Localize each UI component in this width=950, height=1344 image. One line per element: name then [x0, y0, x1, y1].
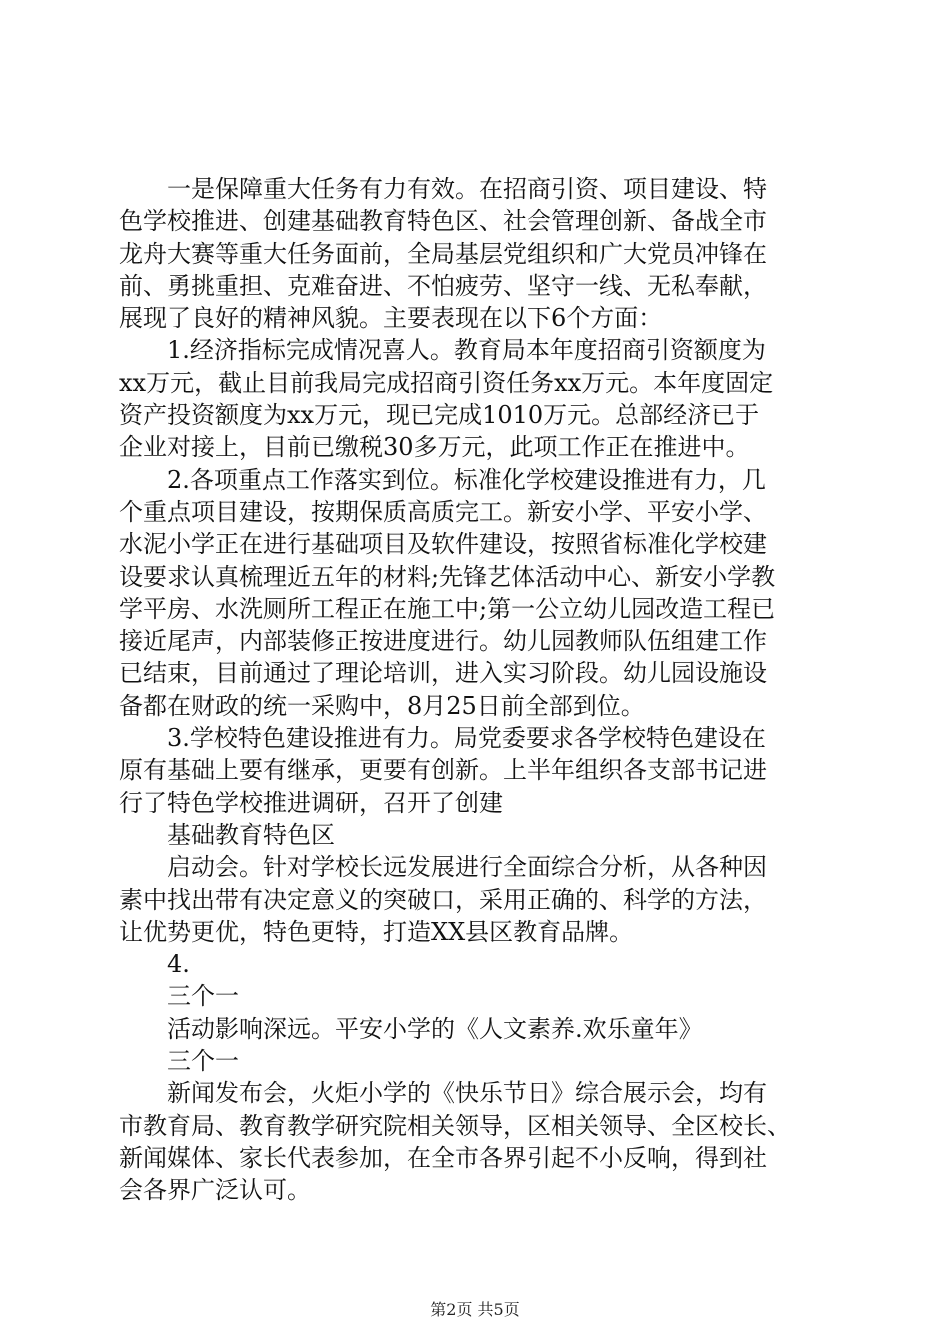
text-line: 接近尾声，内部装修正按进度进行。幼儿园教师队伍组建工作	[119, 627, 767, 656]
text-line: 让优势更优，特色更特，打造XX县区教育品牌。	[119, 917, 634, 946]
text-line: 三个一	[119, 1047, 239, 1076]
text-line: xx万元，截止目前我局完成招商引资任务xx万元。本年度固定	[119, 368, 774, 397]
text-line: 水泥小学正在进行基础项目及软件建设，按照省标准化学校建	[119, 530, 767, 559]
text-line: 市教育局、教育教学研究院相关领导，区相关领导、全区校长、	[119, 1111, 791, 1140]
text-line: 新闻发布会，火炬小学的《快乐节日》综合展示会，均有	[119, 1079, 767, 1108]
text-line: 新闻媒体、家长代表参加，在全市各界引起不小反响，得到社	[119, 1143, 767, 1172]
text-line: 设要求认真梳理近五年的材料;先锋艺体活动中心、新安小学教	[119, 562, 776, 591]
text-line: 个重点项目建设，按期保质高质完工。新安小学、平安小学、	[119, 497, 767, 526]
text-line: 基础教育特色区	[119, 820, 335, 849]
text-line: 三个一	[119, 982, 239, 1011]
text-line: 资产投资额度为xx万元，现已完成1010万元。总部经济已于	[119, 401, 760, 430]
page-number-footer: 第2页 共5页	[430, 1300, 520, 1319]
document-body	[119, 173, 839, 1207]
text-line: 原有基础上要有继承，更要有创新。上半年组织各支部书记进	[119, 756, 767, 785]
text-line: 龙舟大赛等重大任务面前，全局基层党组织和广大党员冲锋在	[119, 239, 767, 268]
text-line: 启动会。针对学校长远发展进行全面综合分析，从各种因	[119, 853, 767, 882]
text-line: 色学校推进、创建基础教育特色区、社会管理创新、备战全市	[119, 207, 767, 236]
text-line: 会各界广泛认可。	[119, 1176, 311, 1205]
text-line: 4.	[119, 950, 190, 979]
text-line: 已结束，目前通过了理论培训，进入实习阶段。幼儿园设施设	[119, 659, 767, 688]
text-line: 企业对接上，目前已缴税30多万元，此项工作正在推进中。	[119, 433, 750, 462]
text-line: 备都在财政的统一采购中，8月25日前全部到位。	[119, 691, 645, 720]
text-line: 3.学校特色建设推进有力。局党委要求各学校特色建设在	[119, 724, 766, 753]
text-line: 行了特色学校推进调研，召开了创建	[119, 788, 503, 817]
text-line: 一是保障重大任务有力有效。在招商引资、项目建设、特	[119, 175, 767, 203]
text-line: 活动影响深远。平安小学的《人文素养.欢乐童年》	[119, 1014, 703, 1043]
text-line: 1.经济指标完成情况喜人。教育局本年度招商引资额度为	[119, 336, 766, 365]
text-line: 2.各项重点工作落实到位。标准化学校建设推进有力，几	[119, 465, 766, 494]
text-line: 前、勇挑重担、克难奋进、不怕疲劳、坚守一线、无私奉献，	[119, 271, 767, 300]
text-line: 素中找出带有决定意义的突破口，采用正确的、科学的方法，	[119, 885, 767, 914]
text-line: 展现了良好的精神风貌。主要表现在以下6个方面：	[119, 304, 663, 333]
text-line: 学平房、水洗厕所工程正在施工中;第一公立幼儿园改造工程已	[119, 594, 776, 623]
